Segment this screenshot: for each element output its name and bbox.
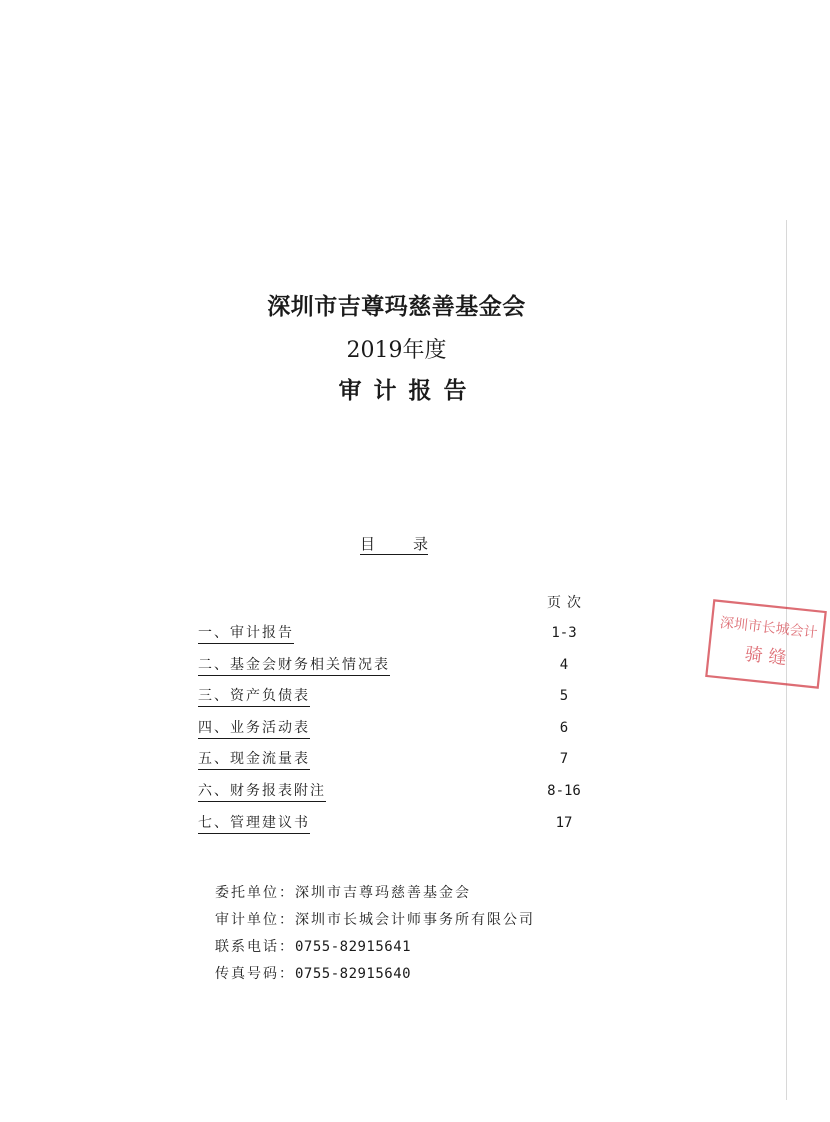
toc-item-page: 7 [559,751,569,768]
phone-row [215,937,535,964]
toc-item-page: 1-3 [551,625,577,641]
fax-value: 0755-82915640 [295,966,412,982]
toc-heading [360,535,428,555]
toc-item-page: 4 [559,656,569,673]
toc-item-page: 6 [559,719,569,736]
toc-item-label[interactable]: 一、审计报告 [198,624,294,644]
toc-item-label[interactable]: 六、财务报表附注 [198,782,326,802]
toc-row [198,687,598,719]
fax-row [215,964,535,991]
phone-label: 联系电话： [215,939,295,955]
seal-stamp [702,594,830,694]
toc-item-page: 8-16 [547,782,581,799]
toc-list [198,624,598,845]
stamp-text-line2: 骑 缝 [743,643,788,670]
auditor-label: 审计单位： [215,912,295,928]
toc-item-page: 17 [555,814,573,831]
toc-row [198,656,598,688]
auditor-value: 深圳市长城会计师事务所有限公司 [295,912,535,928]
stamp-text-line1: 深圳市长城会计 [719,615,819,642]
toc-item-label[interactable]: 五、现金流量表 [198,750,310,770]
toc-item-label[interactable]: 三、资产负债表 [198,687,310,707]
toc-item-label[interactable]: 七、管理建议书 [198,814,310,834]
client-value: 深圳市吉尊玛慈善基金会 [295,885,471,901]
toc-heading-left: 目 [360,535,376,553]
stamp-border [706,600,825,687]
toc-item-label[interactable]: 二、基金会财务相关情况表 [198,656,390,676]
toc-row [198,814,598,846]
phone-value: 0755-82915641 [295,939,412,955]
contact-info-block [215,883,535,991]
toc-heading-right: 录 [412,535,428,553]
toc-row [198,719,598,751]
report-title-type: 审计报告 [338,377,479,404]
toc-page-column-header: 页次 [547,595,587,611]
toc-row [198,750,598,782]
auditor-row [215,910,535,937]
report-title-organization: 深圳市吉尊玛慈善基金会 [267,293,526,320]
toc-row [198,624,598,656]
client-label: 委托单位： [215,885,295,901]
toc-item-page: 5 [559,688,569,705]
client-row [215,883,535,910]
toc-row [198,782,598,814]
report-title-year: 2019年度 [346,338,447,363]
fax-label: 传真号码： [215,966,295,982]
toc-item-label[interactable]: 四、业务活动表 [198,719,310,739]
